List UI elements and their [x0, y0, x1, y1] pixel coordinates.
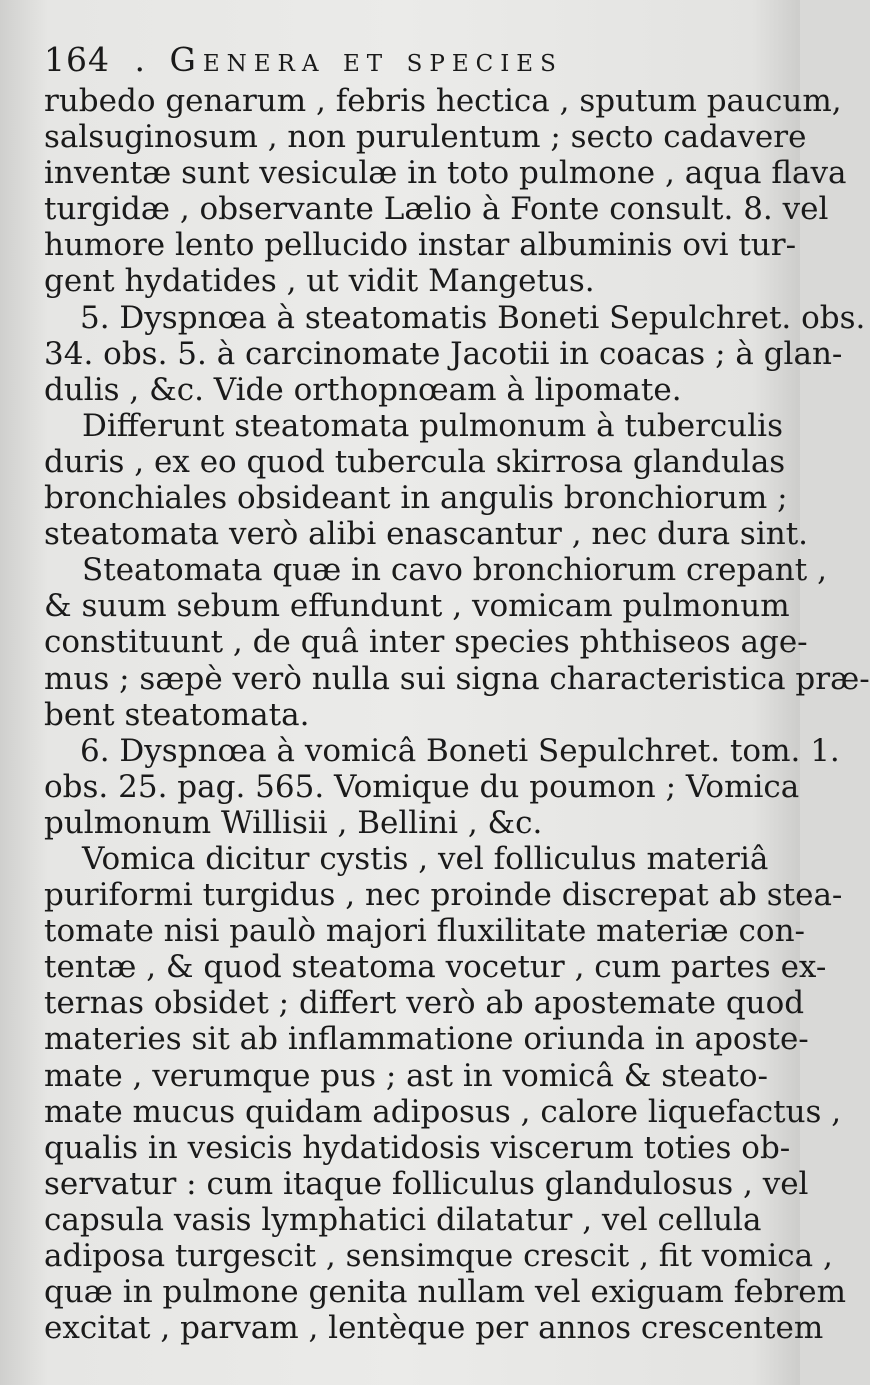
text-line: 34. obs. 5. à carcinomate Jacotii in coacas ; à glan- — [44, 335, 843, 372]
text-line: obs. 25. pag. 565. Vomique du poumon ; Vomica — [44, 768, 800, 805]
page-number: 164 — [44, 40, 110, 79]
running-title: . Genera et species — [134, 40, 563, 79]
text-line: capsula vasis lymphatici dilatatur , vel cellula — [44, 1201, 762, 1238]
text-line: gent hydatides , ut vidit Mangetus. — [44, 263, 595, 300]
page-body — [44, 83, 870, 1347]
text-line: bent steatomata. — [44, 696, 310, 733]
text-line: steatomata verò alibi enascantur , nec dura sint. — [44, 516, 809, 553]
text-line: adiposa turgescit , sensimque crescit , fit vomica , — [44, 1238, 833, 1274]
text-line: salsuginosum , non purulentum ; secto cadavere — [44, 119, 807, 156]
text-line: excitat , parvam , lentèque per annos crescentem — [44, 1310, 824, 1347]
text-line: servatur : cum itaque folliculus glandulosus , vel — [44, 1165, 809, 1202]
text-line: humore lento pellucido instar albuminis ovi tur- — [44, 227, 797, 264]
text-line: mate mucus quidam adiposus , calore liquefactus , — [44, 1093, 842, 1130]
text-line: inventæ sunt vesiculæ in toto pulmone , aqua flava — [44, 155, 847, 192]
text-line: mate , verumque pus ; ast in vomicâ & steato- — [44, 1057, 769, 1094]
text-line: mus ; sæpè verò nulla sui signa characteristica præ- — [44, 660, 870, 697]
text-line: ternas obsidet ; differt verò ab apostemate quod — [44, 985, 805, 1022]
text-line: turgidæ , observante Lælio à Fonte consult. 8. vel — [44, 191, 829, 228]
text-line: puriformi turgidus , nec proinde discrepat ab stea- — [44, 877, 843, 914]
text-line: rubedo genarum , febris hectica , sputum paucum, — [44, 83, 842, 119]
text-line: dulis , &c. Vide orthopnœam à lipomate. — [44, 371, 682, 408]
text-line: 5. Dyspnœa à steatomatis Boneti Sepulchret. obs. — [80, 299, 866, 336]
text-line: tomate nisi paulò majori fluxilitate materiæ con- — [44, 913, 806, 950]
text-line: bronchiales obsideant in angulis bronchiorum ; — [44, 480, 788, 517]
text-line: pulmonum Willisii , Bellini , &c. — [44, 804, 543, 841]
text-line: constituunt , de quâ inter species phthiseos age- — [44, 624, 808, 661]
text-line: Differunt steatomata pulmonum à tuberculis — [82, 407, 783, 444]
text-line: Steatomata quæ in cavo bronchiorum crepant , — [82, 552, 827, 589]
text-line: tentæ , & quod steatoma vocetur , cum partes ex- — [44, 949, 827, 986]
text-line: duris , ex eo quod tubercula skirrosa glandulas — [44, 443, 786, 480]
text-line: materies sit ab inflammatione oriunda in aposte- — [44, 1021, 809, 1058]
text-line: Vomica dicitur cystis , vel folliculus materiâ — [82, 840, 769, 877]
text-line: & suum sebum effundunt , vomicam pulmonum — [44, 588, 790, 625]
text-line: qualis in vesicis hydatidosis viscerum toties ob- — [44, 1129, 791, 1166]
text-line: 6. Dyspnœa à vomicâ Boneti Sepulchret. tom. 1. — [80, 732, 840, 769]
text-line: quæ in pulmone genita nullam vel exiguam febrem — [44, 1274, 846, 1311]
